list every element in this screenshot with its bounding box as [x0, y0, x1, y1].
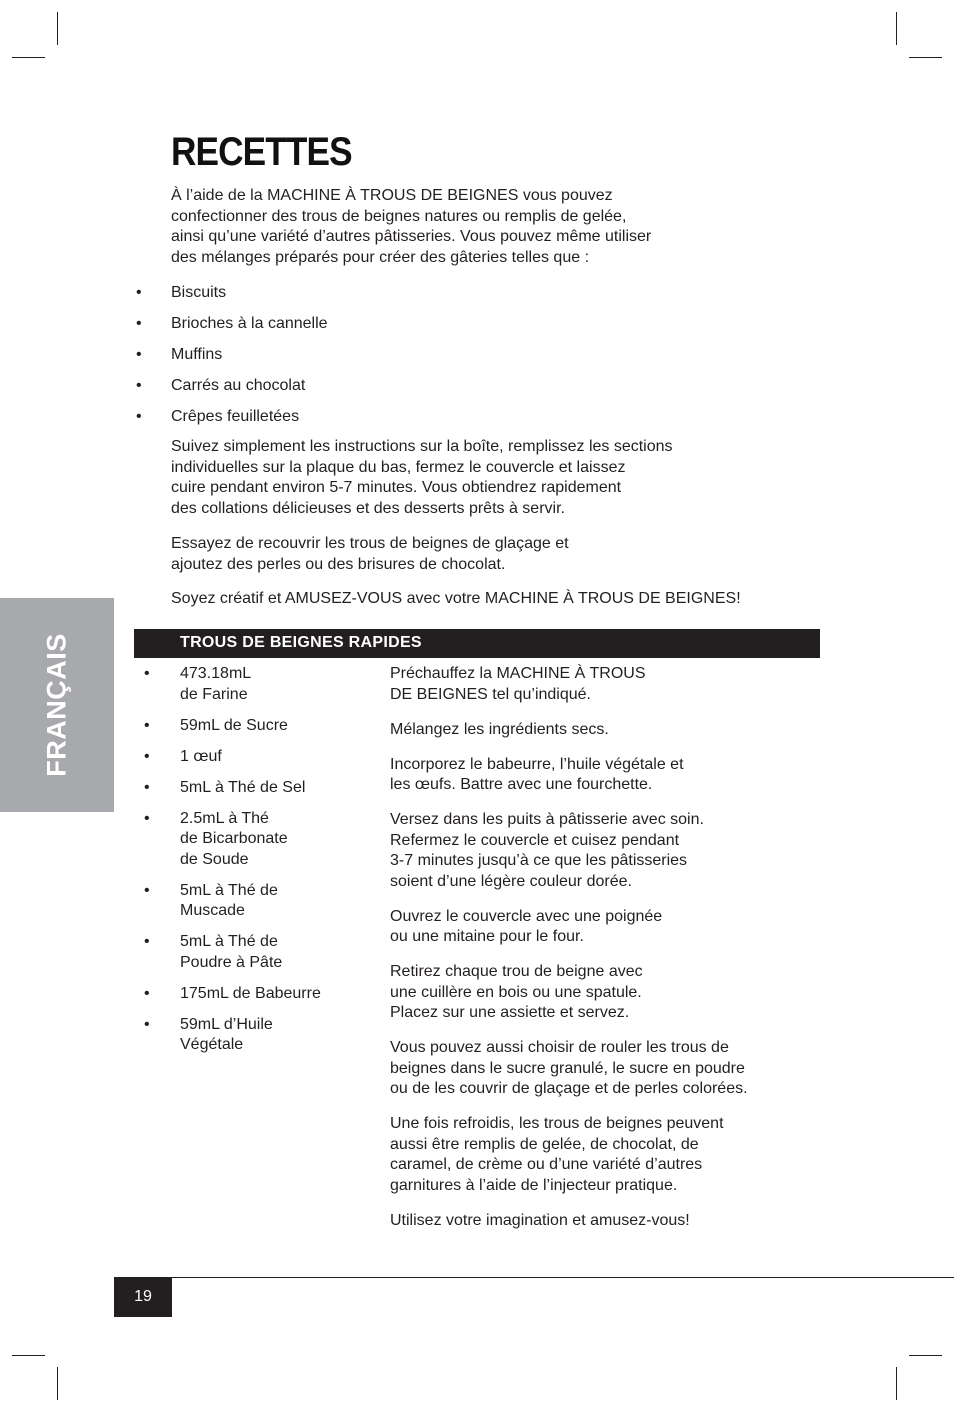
topping-paragraph: Essayez de recouvrir les trous de beignes de glaçage et ajoutez des perles ou des brisures de chocolat.	[171, 535, 569, 573]
ingredient-label: 473.18mL de Farine	[180, 665, 252, 703]
bullet-icon: •	[144, 881, 150, 899]
recipe-step: Vous pouvez aussi choisir de rouler les trous de beignes dans le sucre granulé, le sucre en poudre ou de les couvrir de glaçage et de perles colorées.	[390, 1039, 748, 1097]
bullet-icon: •	[136, 284, 142, 301]
crop-mark	[909, 57, 942, 58]
crop-mark	[12, 1355, 45, 1356]
treat-label: Muffins	[171, 346, 223, 363]
treat-item	[134, 345, 328, 376]
bullet-icon: •	[144, 809, 150, 827]
crop-mark	[12, 57, 45, 58]
bullet-icon: •	[136, 346, 142, 363]
instructions-paragraph: Suivez simplement les instructions sur la boîte, remplissez les sections individuelles sur la plaque du bas, fermez le couvercle et laissez cuire pendant environ 5-7 minutes. Vous obtiendrez rapidement des collations délicieuses et des desserts prêts à servir.	[171, 438, 673, 517]
ingredient-item	[134, 881, 374, 922]
treat-label: Brioches à la cannelle	[171, 315, 328, 332]
treat-item	[134, 314, 328, 345]
ingredient-label: 59mL de Sucre	[180, 716, 288, 734]
recipe-step: Ouvrez le couvercle avec une poignée ou une mitaine pour le four.	[390, 907, 663, 945]
crop-mark	[896, 1367, 897, 1400]
page-title: RECETTES	[171, 130, 352, 174]
language-sidebar-tab	[0, 598, 114, 812]
treat-item	[134, 376, 328, 407]
treat-item	[134, 283, 328, 314]
treat-item	[134, 407, 328, 438]
ingredient-label: 5mL à Thé de Sel	[180, 778, 306, 796]
bullet-icon: •	[136, 408, 142, 425]
recipe-step: Une fois refroidis, les trous de beignes peuvent aussi être remplis de gelée, de chocolat, de caramel, de crème ou d’une variété d’autres garnitures à l’aide de l’injecteur pratique.	[390, 1115, 724, 1194]
bullet-icon: •	[144, 933, 150, 950]
ingredient-label: 5mL à Thé de Poudre à Pâte	[180, 933, 283, 971]
recipe-step: Mélangez les ingrédients secs.	[390, 720, 609, 738]
crop-mark	[909, 1355, 942, 1356]
recipe-step: Retirez chaque trou de beigne avec une cuillère en bois ou une spatule. Placez sur une assiette et servez.	[390, 963, 643, 1021]
crop-mark	[57, 12, 58, 45]
recipe-step: Préchauffez la MACHINE À TROUS DE BEIGNES tel qu’indiqué.	[390, 665, 646, 703]
ingredient-item	[134, 984, 374, 1005]
page-number: 19	[114, 1277, 172, 1317]
ingredient-item	[134, 1015, 374, 1056]
ingredient-item	[134, 778, 374, 799]
ingredient-item	[134, 809, 374, 871]
ingredient-item	[134, 716, 374, 737]
bullet-icon: •	[144, 665, 150, 682]
ingredient-item	[134, 932, 374, 973]
treat-label: Carrés au chocolat	[171, 377, 306, 394]
bullet-icon: •	[144, 984, 150, 1002]
crop-mark	[57, 1367, 58, 1400]
section-header-bar	[134, 629, 820, 658]
treat-label: Crêpes feuilletées	[171, 408, 300, 425]
bullet-icon: •	[144, 1015, 150, 1033]
bullet-icon: •	[144, 716, 150, 734]
recipe-step: Utilisez votre imagination et amusez-vous!	[390, 1211, 690, 1229]
recipe-steps	[390, 664, 810, 1246]
treats-list	[134, 283, 328, 438]
closing-paragraph: Soyez créatif et AMUSEZ-VOUS avec votre MACHINE À TROUS DE BEIGNES!	[171, 590, 741, 607]
ingredient-label: 175mL de Babeurre	[180, 984, 321, 1002]
recipe-step: Versez dans les puits à pâtisserie avec soin. Refermez le couvercle et cuisez pendant 3-7 minutes jusqu’à ce que les pâtisseries soient d’une légère couleur dorée.	[390, 811, 704, 890]
ingredients-list	[134, 664, 374, 1066]
language-label: FRANÇAIS	[41, 633, 72, 777]
footer-rule	[114, 1277, 954, 1278]
crop-mark	[896, 12, 897, 45]
intro-paragraph: À l’aide de la MACHINE À TROUS DE BEIGNES vous pouvez confectionner des trous de beignes natures ou remplis de gelée, ainsi qu’une variété d’autres pâtisseries. Vous pouvez même utiliser des mélanges préparés pour créer des gâteries telles que :	[171, 187, 652, 266]
bullet-icon: •	[136, 377, 142, 394]
section-title: TROUS DE BEIGNES RAPIDES	[180, 634, 422, 651]
bullet-icon: •	[136, 315, 142, 332]
bullet-icon: •	[144, 778, 150, 796]
ingredient-label: 59mL d’Huile Végétale	[180, 1015, 273, 1053]
treat-label: Biscuits	[171, 284, 227, 301]
ingredient-label: 1 œuf	[180, 747, 222, 765]
recipe-step: Incorporez le babeurre, l’huile végétale et les œufs. Battre avec une fourchette.	[390, 755, 684, 793]
ingredient-label: 2.5mL à Thé de Bicarbonate de Soude	[180, 809, 288, 868]
bullet-icon: •	[144, 747, 150, 765]
ingredient-item	[134, 664, 374, 705]
ingredient-label: 5mL à Thé de Muscade	[180, 881, 278, 919]
ingredient-item	[134, 747, 374, 768]
